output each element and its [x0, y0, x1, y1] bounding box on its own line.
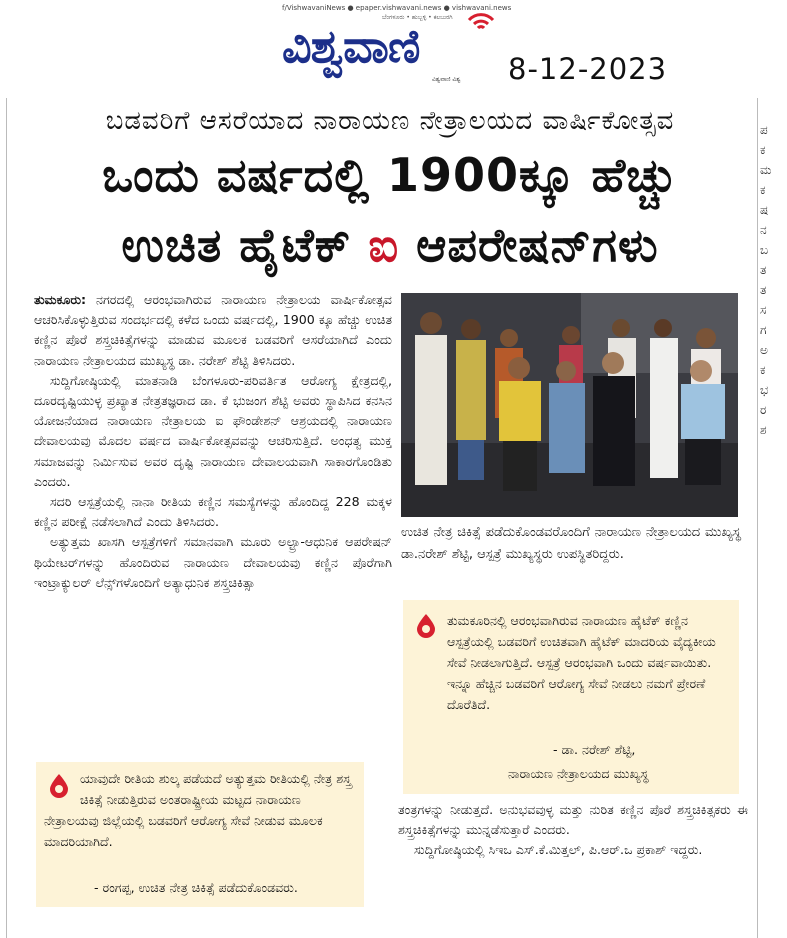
adjacent-article-strip: [760, 120, 786, 440]
strip-char: ಗ: [760, 323, 767, 337]
photo-caption: ಉಚಿತ ನೇತ್ರ ಚಿಕಿತ್ಸೆ ಪಡೆದುಕೊಂಡವರೊಂದಿಗೆ ನಾರಾಯಣ ನೇತ್ರಾಲಯದ ಮುಖ್ಯಸ್ಥ ಡಾ.ನರೇಶ್ ಶೆಟ್ಟಿ, ಆಸ್ಪತ್ರೆ ಮುಖ್ಯಸ್ಥರು ಉಪಸ್ಥಿತರಿದ್ದರು.: [401, 525, 741, 562]
strip-char: ಕ: [760, 363, 766, 377]
strip-char: ಷ: [760, 203, 769, 217]
drop-icon: [46, 772, 72, 798]
article-headline-line2: [30, 218, 750, 274]
article-paragraph: ಅತ್ಯುತ್ತಮ ಖಾಸಗಿ ಆಸ್ಪತ್ರೆಗಳಿಗೆ ಸಮಾನವಾಗಿ ಮೂರು ಅಲ್ಟ್ರಾ-ಆಧುನಿಕ ಆಪರೇಷನ್ ಥಿಯೇಟರ್‌ಗಳನ್ನು ಹೊಂದಿರುವ ನಾರಾಯಣ ದೇವಾಲಯವು ಕಣ್ಣಿನ ಪೊರೆಗಾಗಿ ಇಂಟ್ರಾಕ್ಯುಲರ್ ಲೆನ್ಸ್‌ಗಳೊಂದಿಗೆ ಅತ್ಯಾಧುನಿಕ ಶಸ್ತ್ರಚಿಕಿತ್ಸಾ: [34, 534, 392, 590]
strip-char: ನ: [760, 223, 767, 237]
strip-char: ರ: [760, 403, 767, 417]
strip-char: ಅ: [760, 343, 768, 357]
logo-tagline: ವಿಶ್ವವಾಣಿ ವಿಶ್ವ: [432, 76, 461, 83]
logo-social-line: f/VishwavaniNews ● epaper.vishwavani.news ● vishwavani.news: [282, 4, 512, 12]
headline-part-c: ಆಪರೇಷನ್‌ಗಳು: [399, 218, 659, 272]
article-paragraph: ಸದರಿ ಆಸ್ಪತ್ರೆಯಲ್ಲಿ ನಾನಾ ರೀತಿಯ ಕಣ್ಣಿನ ಸಮಸ್ಯೆಗಳನ್ನು ಹೊಂದಿದ್ದ 228 ಮಕ್ಕಳ ಕಣ್ಣಿನ ಪರೀಕ್ಷೆ ನಡೆಸಲಾಗಿದೆ ಎಂದು ತಿಳಿಸಿದರು.: [34, 494, 392, 530]
quote-box-doctor: [403, 600, 739, 794]
quote-author: - ಡಾ. ನರೇಶ್ ಶೆಟ್ಟಿ,: [553, 742, 636, 757]
article-column-2: [398, 800, 748, 861]
drop-icon: [413, 612, 439, 638]
article-kicker: ಬಡವರಿಗೆ ಆಸರೆಯಾದ ನಾರಾಯಣ ನೇತ್ರಾಲಯದ ವಾರ್ಷಿಕೋತ್ಸವ: [105, 106, 675, 136]
dateline: ತುಮಕೂರು:: [34, 292, 87, 307]
strip-char: ಶ: [760, 423, 767, 437]
strip-char: ತ: [760, 263, 767, 277]
strip-char: ಕ: [760, 143, 766, 157]
group-photo-illustration: [401, 293, 738, 517]
strip-char: ಪ: [760, 123, 768, 137]
strip-char: ಸ: [760, 303, 767, 317]
article-paragraph: ಸುದ್ದಿಗೋಷ್ಠಿಯಲ್ಲಿ ಸಿಇಒ ಎಸ್.ಕೆ.ಮಿತ್ತಲ್, ಪಿ.ಆರ್.ಒ ಪ್ರಕಾಶ್ ಇದ್ದರು.: [414, 842, 703, 858]
quote-author: - ರಂಗಪ್ಪ, ಉಚಿತ ನೇತ್ರ ಚಿಕಿತ್ಸೆ ಪಡೆದುಕೊಂಡವರು.: [94, 880, 298, 895]
headline-highlight: ಐ: [368, 218, 400, 272]
strip-char: ಭ: [760, 383, 769, 397]
quote-box-beneficiary: [36, 762, 364, 907]
quote-text: ತುಮಕೂರಿನಲ್ಲಿ ಆರಂಭವಾಗಿರುವ ನಾರಾಯಣ ಹೈಟೆಕ್ ಕಣ್ಣಿನ ಆಸ್ಪತ್ರೆಯಲ್ಲಿ ಬಡವರಿಗೆ ಉಚಿತವಾಗಿ ಹೈಟೆಕ್ ಮಾದರಿಯ ವೈದ್ಯಕೀಯ ಸೇವೆ ನೀಡಲಾಗುತ್ತಿದೆ. ಆಸ್ಪತ್ರೆ ಆರಂಭವಾಗಿ ಒಂದು ವರ್ಷವಾಯಿತು. ಇನ್ನೂ ಹೆಚ್ಚಿನ ಬಡವರಿಗೆ ಆರೋಗ್ಯ ಸೇವೆ ನೀಡಲು ನಮಗೆ ಪ್ರೇರಣೆ ದೊರೆತಿದೆ.: [447, 613, 716, 712]
article-paragraph: ತುಮಕೂರು: ನಗರದಲ್ಲಿ ಆರಂಭವಾಗಿರುವ ನಾರಾಯಣ ನೇತ್ರಾಲಯ ವಾರ್ಷಿಕೋತ್ಸವ ಆಚರಿಸಿಕೊಳ್ಳುತ್ತಿರುವ ಸಂದರ್ಭದಲ್ಲಿ ಕಳೆದ ಒಂದು ವರ್ಷದಲ್ಲಿ, 1900 ಕ್ಕೂ ಹೆಚ್ಚು ಉಚಿತ ಕಣ್ಣಿನ ಪೊರೆ ಶಸ್ತ್ರಚಿಕಿತ್ಸೆಗಳನ್ನು ಮಾಡುವ ಮೂಲಕ ಬಡವರಿಗೆ ಆಸರೆಯಾಗಿದೆ ಎಂದು ನಾರಾಯಣ ನೇತ್ರಾಲಯದ ಮುಖ್ಯಸ್ಥ ಡಾ. ನರೇಶ್ ಶೆಟ್ಟಿ ತಿಳಿಸಿದರು.: [34, 292, 392, 368]
quote-author-role: ನಾರಾಯಣ ನೇತ್ರಾಲಯದ ಮುಖ್ಯಸ್ಥ: [508, 766, 649, 781]
article-paragraph: ಸುದ್ದಿಗೋಷ್ಠಿಯಲ್ಲಿ ಮಾತನಾಡಿ ಬೆಂಗಳೂರು-ಪರಿವರ್ತಿತ ಆರೋಗ್ಯ ಕ್ಷೇತ್ರದಲ್ಲಿ, ದೂರದೃಷ್ಟಿಯುಳ್ಳ ಪ್ರಖ್ಯಾತ ನೇತ್ರತಜ್ಞರಾದ ಡಾ. ಕೆ ಭುಜಂಗ ಶೆಟ್ಟಿ ಅವರು ಸ್ಥಾಪಿಸಿದ ಕನಸಿನ ಯೋಜನೆಯಾದ ನಾರಾಯಣ ನೇತ್ರಾಲಯ ಐ ಫೌಂಡೇಶನ್ ಆಶ್ರಯದಲ್ಲಿ ನಾರಾಯಣ ದೇವಾಲಯವು ಮೊದಲ ವರ್ಷದ ವಾರ್ಷಿಕೋತ್ಸವವನ್ನು ಆಚರಿಸುತ್ತಿದೆ. ಅಂಧತ್ವ ಮುಕ್ತ ಸಮಾಜವನ್ನು ನಿರ್ಮಿಸುವ ಅವರ ದೃಷ್ಟಿ ನಾರಾಯಣ ದೇವಾಲಯವಾಗಿ ಸಾಕಾರಗೊಂಡಿತು ಎಂದರು.: [34, 372, 392, 489]
strip-char: ಕ: [760, 183, 766, 197]
headline-part-a: ಉಚಿತ ಹೈಟೆಕ್: [121, 218, 369, 272]
wifi-signal-icon: [465, 6, 497, 38]
edition-date: 8-12-2023: [508, 52, 668, 86]
logo-cities-line: ಬೆಂಗಳೂರು • ಹುಬ್ಬಳ್ಳಿ • ಕಲಬುರಗಿ: [382, 14, 453, 21]
quote-text: ಯಾವುದೇ ರೀತಿಯ ಶುಲ್ಕ ಪಡೆಯದೆ ಅತ್ಯುತ್ತಮ ರೀತಿಯಲ್ಲಿ ನೇತ್ರ ಶಸ್ತ್ರ ಚಿಕಿತ್ಸೆ ನೀಡುತ್ತಿರುವ ಅಂತರಾಷ್ಟ್ರೀಯ ಮಟ್ಟದ ನಾರಾಯಣ ನೇತ್ರಾಲಯವು ಜಿಲ್ಲೆಯಲ್ಲಿ ಬಡವರಿಗೆ ಆರೋಗ್ಯ ಸೇವೆ ನೀಡುವ ಮೂಲಕ ಮಾದರಿಯಾಗಿದೆ.: [44, 771, 352, 849]
masthead: [0, 0, 787, 98]
logo-wordmark: ವಿಶ್ವವಾಣಿ: [282, 19, 420, 73]
article-photo: [401, 293, 738, 517]
article-paragraph: ತಂತ್ರಗಳನ್ನು ನೀಡುತ್ತದೆ. ಅನುಭವವುಳ್ಳ ಮತ್ತು ನುರಿತ ಕಣ್ಣಿನ ಪೊರೆ ಶಸ್ತ್ರಚಿಕಿತ್ಸಕರು ಈ ಶಸ್ತ್ರಚಿಕಿತ್ಸೆಗಳನ್ನು ಮುನ್ನಡೆಸುತ್ತಾರೆ ಎಂದರು.: [398, 802, 748, 838]
strip-char: ಬ: [760, 243, 769, 257]
strip-char: ತ: [760, 283, 767, 297]
article-headline-line1: ಒಂದು ವರ್ಷದಲ್ಲಿ 1900ಕ್ಕೂ ಹೆಚ್ಚು: [102, 148, 678, 202]
newspaper-logo: [282, 4, 512, 92]
left-column-rule: [0, 98, 7, 938]
article-column-1: [34, 290, 392, 593]
strip-char: ಮ: [760, 163, 772, 177]
